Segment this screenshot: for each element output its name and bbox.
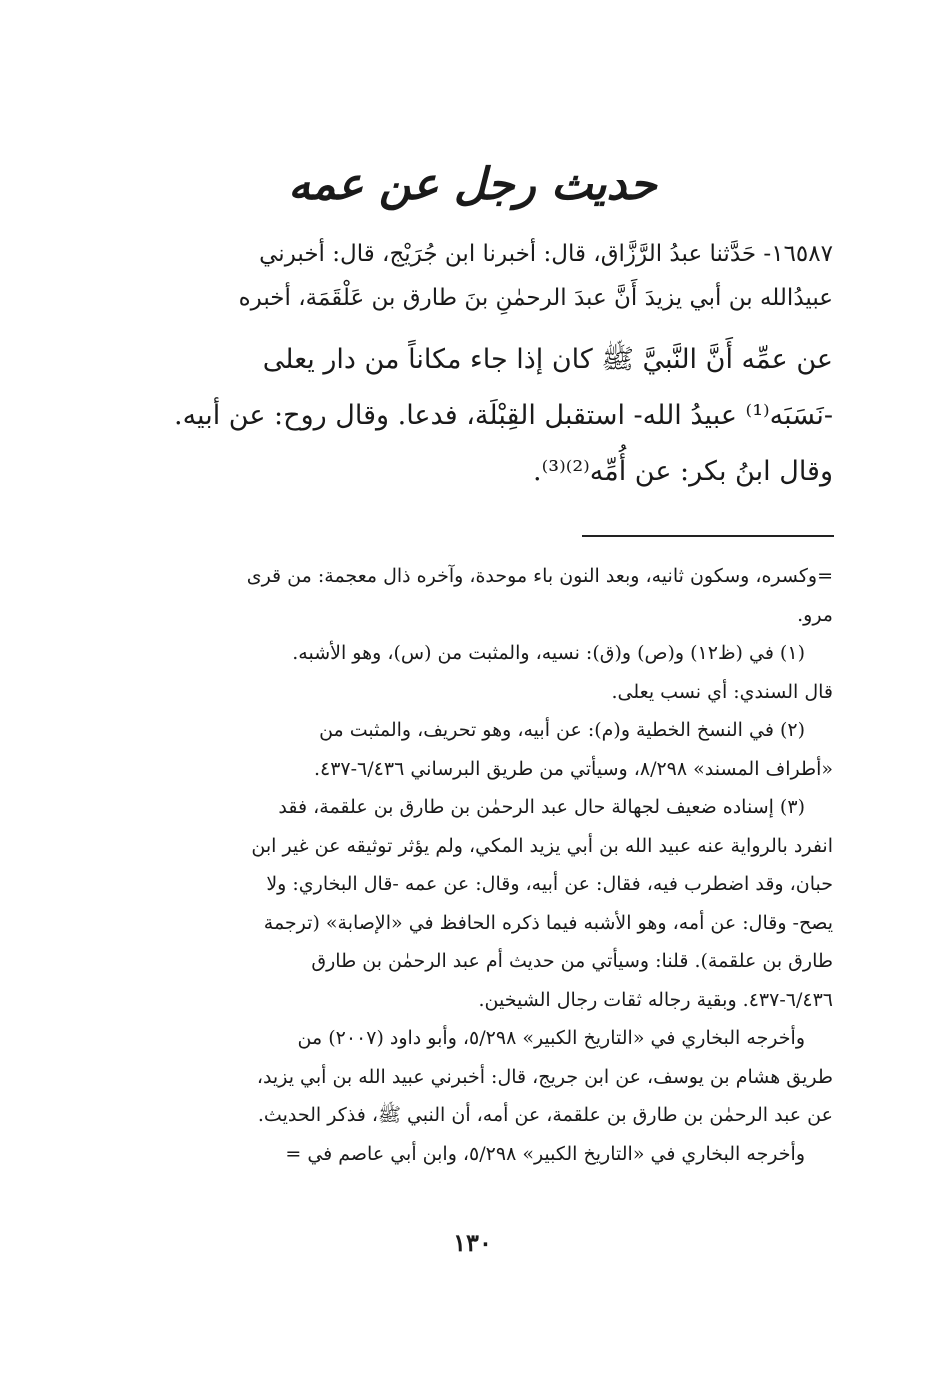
footnote-line: قال السندي: أي نسب يعلى.	[611, 680, 833, 703]
footnote-line: انفرد بالرواية عنه عبيد الله بن أبي يزيد المكي، ولم يؤثر توثيقه عن غير ابن	[251, 834, 833, 857]
footnote-line: عن عبد الرحمٰن بن طارق بن علقمة، عن أمه، أن النبي ﷺ، فذكر الحديث.	[257, 1104, 833, 1126]
footnote-line: (١) في (ظ١٢) و(ص) و(ق): نسيه، والمثبت من (س)، وهو الأشبه.	[292, 642, 805, 664]
matn-line: -نَسَبَه⁽¹⁾ عبيدُ الله- استقبل القِبْلَة، فدعا. وقال روح: عن أبيه.	[174, 400, 833, 431]
footnote-line: حبان، وقد اضطرب فيه، فقال: عن أبيه، وقال: عن عمه -قال البخاري: ولا	[266, 873, 833, 895]
footnote-line: =وكسره، وسكون ثانيه، وبعد النون باء موحدة، وآخره ذال معجمة: من قرى	[246, 565, 833, 587]
matn-line: عن عمِّه أَنَّ النَّبيَّ ﷺ كان إذا جاء مكاناً من دار يعلى	[262, 344, 833, 375]
footnote-line: وأخرجه البخاري في «التاريخ الكبير» ٥/٢٩٨، وأبو داود (٢٠٠٧) من	[297, 1027, 805, 1049]
chapter-title: حديث رجل عن عمه	[288, 159, 657, 210]
footnote-line: يصح- وقال: عن أمه، وهو الأشبه فيما ذكره الحافظ في «الإصابة» (ترجمة	[263, 911, 833, 934]
isnad-line: عبيدُالله بن أبي يزيدَ أَنَّ عبدَ الرحمٰنِ بنَ طارق بن عَلْقَمَة، أخبره	[238, 285, 833, 311]
footnote-line: (٢) في النسخ الخطية و(م): عن أبيه، وهو تحريف، والمثبت من	[319, 719, 805, 741]
hadith-isnad	[108, 232, 833, 320]
matn-line: وقال ابنُ بكر: عن أُمِّه⁽²⁾⁽³⁾.	[533, 456, 833, 487]
isnad-line: ١٦٥٨٧- حَدَّثنا عبدُ الرَّزَّاق، قال: أخبرنا ابن جُرَيْج، قال: أخبرني	[259, 241, 833, 267]
footnote-line: وأخرجه البخاري في «التاريخ الكبير» ٥/٢٩٨، وابن أبي عاصم في =	[285, 1142, 805, 1165]
footnote-line: (٣) إسناده ضعيف لجهالة حال عبد الرحمٰن بن طارق بن علقمة، فقد	[278, 796, 805, 818]
footnote-separator	[582, 535, 834, 537]
footnote-line: «أطراف المسند» ٨/٢٩٨، وسيأتي من طريق البرساني ٦/٤٣٦-٤٣٧.	[313, 757, 833, 780]
footnote-line: ٦/٤٣٦-٤٣٧. وبقية رجاله ثقات رجال الشيخين.	[478, 988, 833, 1011]
page-number: ١٣٠	[453, 1228, 492, 1257]
footnotes	[108, 557, 833, 1173]
hadith-matn	[108, 332, 833, 500]
footnote-line: طارق بن علقمة). قلنا: وسيأتي من حديث أم عبد الرحمٰن بن طارق	[311, 950, 833, 972]
footnote-line: مرو.	[797, 603, 833, 626]
footnote-line: طريق هشام بن يوسف، عن ابن جريج، قال: أخبرني عبيد الله بن أبي يزيد،	[256, 1065, 833, 1088]
